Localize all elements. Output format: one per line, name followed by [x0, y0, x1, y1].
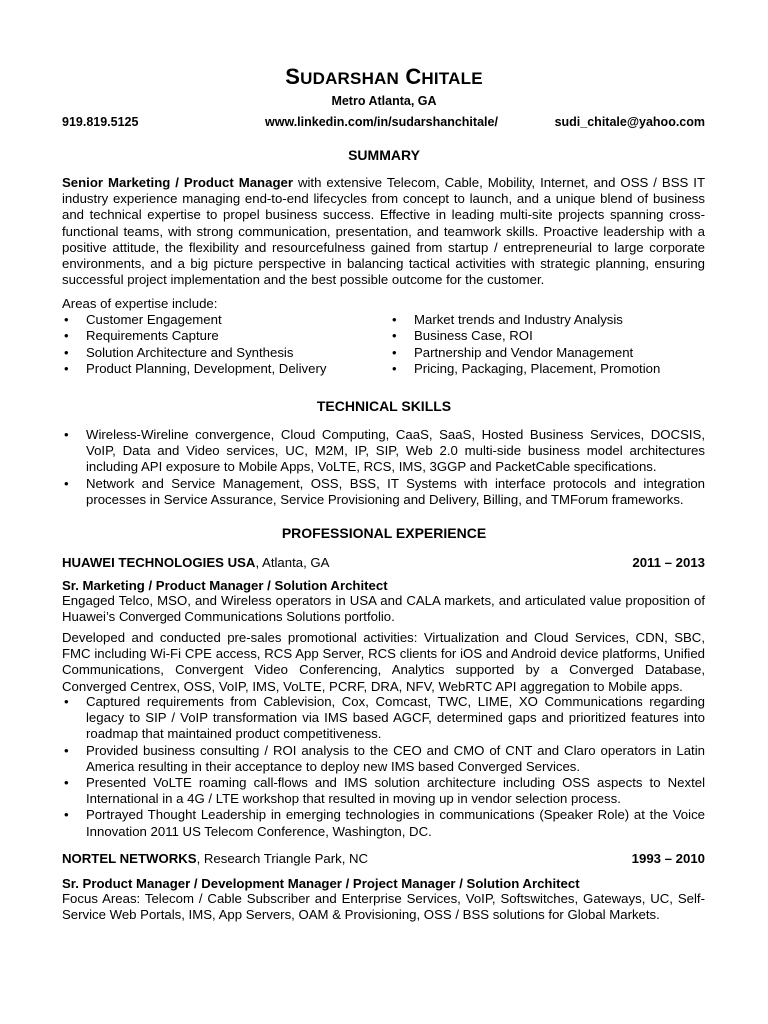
list-item: • Business Case, ROI [390, 328, 705, 344]
areas-left-list [62, 312, 382, 378]
summary-heading: SUMMARY [348, 147, 420, 163]
list-item: • Requirements Capture [62, 328, 382, 344]
list-item: • Solution Architecture and Synthesis [62, 345, 382, 361]
summary-paragraph: Senior Marketing / Product Manager with extensive Telecom, Cable, Mobility, Internet, and OSS / BSS IT industry experience managing end-to-end lifecycles from concept to launch, and a unique blend of business and technical expertise to propel business success. Effective in leading multi-site projects spanning cross-functional teams, with strong communication, presentation, and teamwork skills. Proactive leadership with a positive attitude, the flexibility and resourcefulness gained from startup / entrepreneurial to large corporate environments, and a big picture perspective in balancing tactical activities with strategic planning, ensuring successful project implementation and the best possible outcome for the customer. [62, 175, 705, 288]
technical-skills-list [62, 427, 705, 508]
job-dates: 2011 – 2013 [632, 555, 705, 570]
list-item: • Network and Service Management, OSS, BSS, IT Systems with interface protocols and integration processes in Service Assurance, Service Provisioning and Delivery, Billing, and TMForum frameworks. [62, 476, 705, 508]
job-title: Sr. Marketing / Product Manager / Solution Architect [62, 578, 388, 593]
list-item: • Product Planning, Development, Delivery [62, 361, 382, 377]
job-dates: 1993 – 2010 [631, 851, 705, 866]
job-achievements-list [62, 694, 705, 840]
experience-heading: PROFESSIONAL EXPERIENCE [281, 525, 487, 541]
company-name: NORTEL NETWORKS [62, 851, 197, 866]
list-item: • Presented VoLTE roaming call-flows and IMS solution architecture including OSS aspects to Nextel International in a 4G / LTE workshop that resulted in moving up in vendor selection process. [62, 775, 705, 807]
list-item: • Wireless-Wireline convergence, Cloud Computing, CaaS, SaaS, Hosted Business Services, DOCSIS, VoIP, Data and Video services, UC, M2M, IP, SIP, Web 2.0 multi-side business model architectures including API exposure to Mobile Apps, VoLTE, RCS, IMS, 3GGP and PacketCable specifications. [62, 427, 705, 476]
job-description: Engaged Telco, MSO, and Wireless operators in USA and CALA markets, and articulated value proposition of Huawei’s Converged Communications Solutions portfolio. [62, 593, 705, 625]
job-focus-areas: Focus Areas: Telecom / Cable Subscriber and Enterprise Services, VoIP, Softswitches, Gateways, UC, Self-Service Web Portals, IMS, App Servers, OAM & Provisioning, OSS / BSS solutions for Global Markets. [62, 891, 705, 923]
technical-skills-heading: TECHNICAL SKILLS [316, 398, 452, 414]
list-item: • Customer Engagement [62, 312, 382, 328]
job-huawei-header [62, 555, 705, 571]
candidate-name: SUDARSHAN CHITALE [285, 64, 483, 89]
job-nortel-header [62, 851, 705, 867]
list-item: • Provided business consulting / ROI analysis to the CEO and CMO of CNT and Claro operators in Latin America resulting in their acceptance to deploy new IMS based Converged Services. [62, 743, 705, 775]
areas-right-list [390, 312, 705, 378]
email-address[interactable]: sudi_chitale@yahoo.com [554, 115, 705, 129]
list-item: • Partnership and Vendor Management [390, 345, 705, 361]
linkedin-link[interactable]: www.linkedin.com/in/sudarshanchitale/ [265, 115, 498, 129]
company-name: HUAWEI TECHNOLOGIES USA [62, 555, 256, 570]
candidate-location: Metro Atlanta, GA [331, 94, 437, 108]
areas-intro: Areas of expertise include: [62, 296, 218, 311]
phone-number: 919.819.5125 [62, 115, 139, 129]
list-item: • Market trends and Industry Analysis [390, 312, 705, 328]
job-title: Sr. Product Manager / Development Manager / Project Manager / Solution Architect [62, 876, 580, 891]
company-location: , Research Triangle Park, NC [196, 851, 369, 866]
list-item: • Captured requirements from Cablevision, Cox, Comcast, TWC, LIME, XO Communications regarding legacy to SIP / VoIP transformation via IMS based AGCF, determined gaps and prioritized features into roadmap that maintained product competitiveness. [62, 694, 705, 743]
job-activities: Developed and conducted pre-sales promotional activities: Virtualization and Cloud Services, CDN, SBC, FMC including Wi-Fi CPE access, RCS App Server, RCS clients for iOS and Android device platforms, Unified Communications, Convergent Video Conferencing, Analytics supported by a Converged Database, Converged Centrex, OSS, VoIP, IMS, VoLTE, PCRF, DRA, NFV, WebRTC API aggregation to Mobile apps. [62, 630, 705, 694]
company-location: , Atlanta, GA [255, 555, 330, 570]
list-item: • Pricing, Packaging, Placement, Promotion [390, 361, 705, 377]
list-item: • Portrayed Thought Leadership in emerging technologies in communications (Speaker Role) at the Voice Innovation 2011 US Telecom Conference, Washington, DC. [62, 807, 705, 839]
